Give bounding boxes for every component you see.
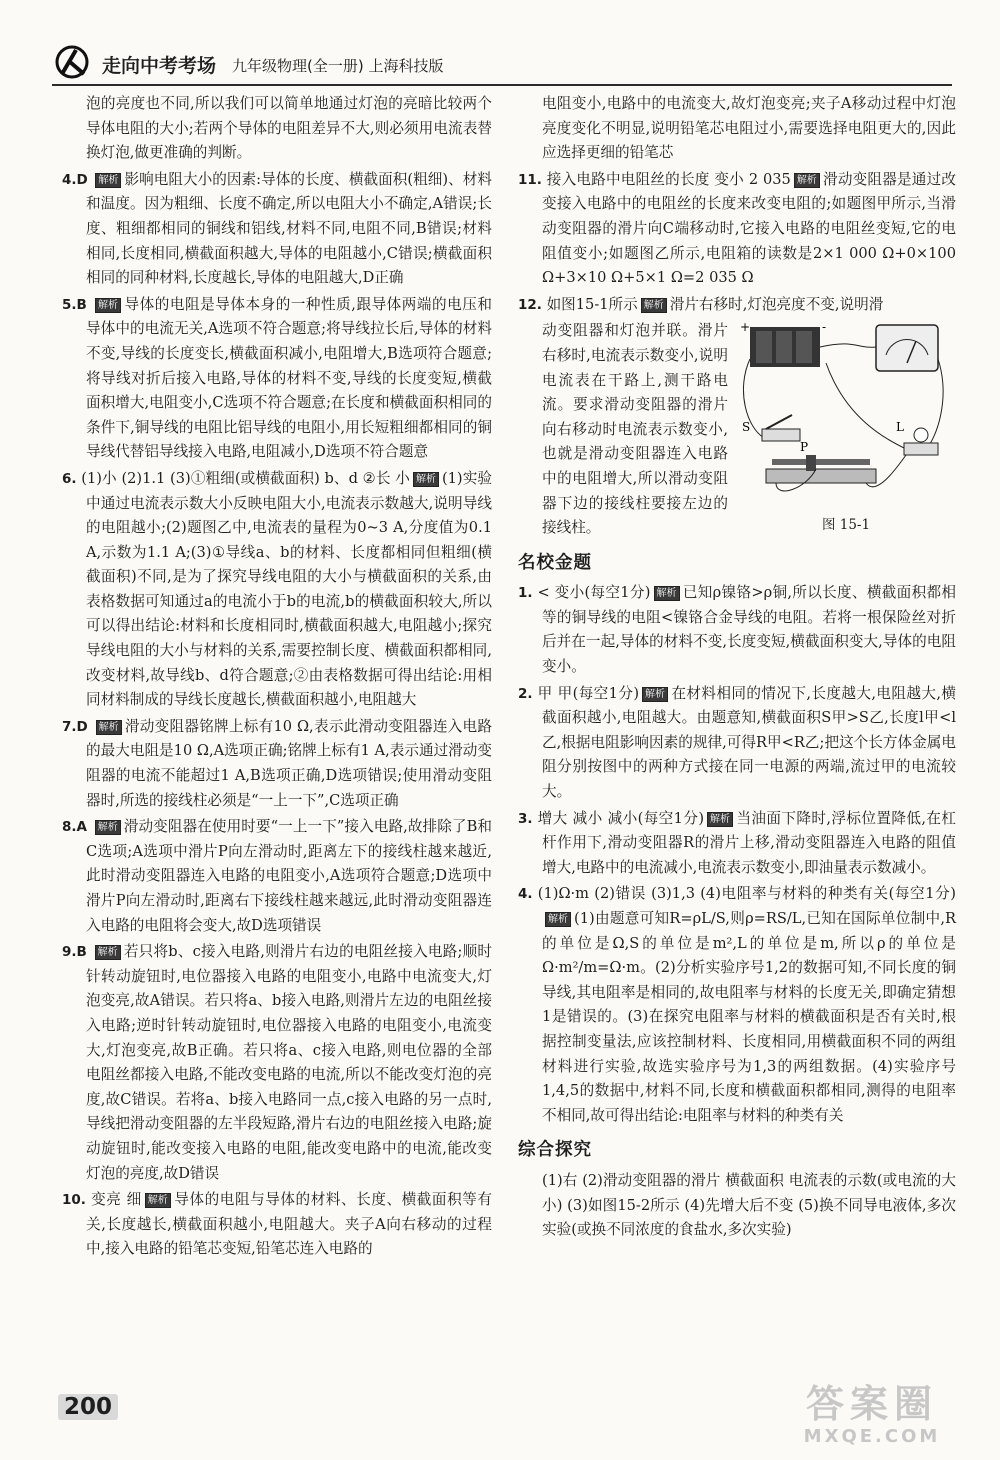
item-number: 4. — [518, 886, 533, 903]
item-answer: 如图15-1所示 — [546, 295, 638, 313]
item-number: 1. — [518, 585, 533, 602]
answer-item — [62, 715, 492, 813]
item-explanation: 滑片右移时,灯泡亮度不变,说明滑 — [669, 295, 884, 313]
battery-minus-label: - — [822, 320, 827, 335]
answer-item — [518, 293, 956, 318]
answer-item — [62, 467, 492, 713]
continued-text — [62, 92, 492, 166]
item-answer: 接入电路中电阻丝的长度 变小 2 035 — [546, 170, 791, 188]
analysis-tag: 解析 — [654, 586, 680, 601]
item-answer: (1)小 (2)1.1 (3)①粗细(或横截面积) b、d ②长 小 — [81, 469, 410, 487]
figure-15-1 — [736, 319, 956, 540]
item-number: 10. — [62, 1192, 86, 1209]
item-number: 8.A — [62, 819, 87, 836]
analysis-tag: 解析 — [641, 298, 667, 313]
analysis-tag: 解析 — [95, 173, 121, 188]
answer-item — [62, 293, 492, 465]
item-number: 3. — [518, 810, 533, 827]
analysis-tag: 解析 — [95, 298, 121, 313]
lamp-label: L — [896, 420, 904, 435]
stylized-k-logo-icon — [52, 44, 92, 80]
answer-item — [62, 1188, 492, 1262]
watermark-line-2: MXQE.COM — [803, 1426, 941, 1447]
item-explanation: 滑动变阻器铭牌上标有10 Ω,表示此滑动变阻器连入电路的最大电阻是10 Ω,A选项正确;铭牌上标有1 A,表示通过滑动变阻器的电流不能超过1 A,B选项正确,D选项错误;使用滑动变阻器时,所选的接线柱必须是“一上一下”,C选项正确 — [86, 717, 492, 809]
answer-item — [518, 168, 956, 291]
item-answer: 增大 减小 减小(每空1分) — [537, 809, 705, 827]
item-explanation: 在材料相同的情况下,长度越大,电阻越大,横截面积越小,电阻越大。由题意知,横截面积S甲>S乙,长度l甲<l乙,根据电阻影响因素的规律,可得R甲<R乙;把这个长方体金属电阻分别按图中的两种方式接在同一电源的两端,流过甲的电流较大。 — [542, 684, 957, 801]
answer-item — [518, 882, 956, 1128]
figure-caption: 图 15-1 — [821, 517, 871, 534]
switch-label: S — [742, 420, 751, 435]
analysis-tag: 解析 — [95, 820, 121, 835]
section-title-2: 综合探究 — [518, 1140, 592, 1161]
answer-item — [62, 940, 492, 1186]
item-explanation: 当油面下降时,浮标位置降低,在杠杆作用下,滑动变阻器R的滑片上移,滑动变阻器连入电路的阻值增大,电路中的电流减小,电流表示数变小,即油量表示数减小。 — [542, 809, 957, 876]
item-answer: (1)Ω·m (2)错误 (3)1,3 (4)电阻率与材料的种类有关(每空1分) — [537, 885, 956, 903]
item-number: 7.D — [62, 718, 88, 735]
item-number: 12. — [518, 296, 542, 313]
item-12-wrap-text: 动变阻器和灯泡并联。滑片右移时,电流表示数变小,说明电流表在干路上,测干路电流。要求滑动变阻器的滑片向右移动时电流表示数变小,也就是滑动变阻器连入电路中的电阻增大,所以滑动变阻器下边的接线柱要接左边的接线柱。 — [542, 322, 728, 537]
item-explanation: 影响电阻大小的因素:导体的长度、横截面积(粗细)、材料和温度。因为粗细、长度不确定,所以电阻大小不确定,A错误;长度、粗细都相同的铜线和铝线,材料不同,电阻不同,B错误;材料相同,长度相同,横截面积越大,导体的电阻越小,C错误;横截面积相同的同种材料,长度越长,导体的电阻越大,D正确 — [86, 170, 493, 287]
item-answer: < 变小(每空1分) — [537, 584, 651, 602]
analysis-tag: 解析 — [413, 472, 439, 487]
watermark-line-1: 答案圈 — [805, 1382, 938, 1426]
header-subtitle: 九年级物理(全一册) 上海科技版 — [232, 57, 444, 75]
item-number: 11. — [518, 171, 542, 188]
analysis-tag: 解析 — [545, 912, 571, 927]
answer-item — [62, 815, 492, 938]
item-explanation: 若只将b、c接入电路,则滑片右边的电阻丝接入电路;顺时针转动旋钮时,电位器接入电路的电阻变小,电路中电流变大,灯泡变亮,故A错误。若只将a、b接入电路,则滑片左边的电阻丝接入电路;逆时针转动旋钮时,电位器接入电路的电阻变小,电流变大,灯泡变亮,故B正确。若只将a、c接入电路,则电位器的全部电阻丝都接入电路,不能改变电路的电流,所以不能改变灯泡的亮度,故C错误。若将a、b接入电路同一点,c接入电路的另一点时,导线把滑动变阻器的左半段短路,滑片右边的电阻丝接入电路;旋动旋钮时,能改变接入电路的电阻,能改变电路中的电流,能改变灯泡的亮度,故D错误 — [86, 943, 493, 1182]
analysis-tag: 解析 — [95, 945, 121, 960]
page-number: 200 — [58, 1394, 118, 1420]
item-explanation: (1)实验中通过电流表示数大小反映电阻大小,电流表示数越大,说明导线的电阻越小;(2)题图乙中,电流表的量程为0~3 A,分度值为0.1 A,示数为1.1 A;(3)①导线a、b的材料、长度都相同但粗细(横截面积)不同,是为了探究导线电阻的大小与横截面积的关系,由表格数据可知通过a的电流小于b的电流,b的横截面积较大,所以可以得出结论:材料和长度相同时,横截面积越大,电阻越小;探究导线电阻的大小与材料的关系,需要控制长度、横截面积都相同,改变材料,故导线b、d符合题意;②由表格数据可得出结论:用相同材料制成的导线长度越长,横截面积越小,电阻越大 — [86, 469, 492, 709]
battery-plus-label: + — [740, 320, 751, 335]
item-12-with-figure — [518, 319, 956, 540]
rheostat — [766, 469, 876, 483]
circuit-diagram — [736, 319, 956, 509]
section-title-1: 名校金题 — [518, 552, 592, 573]
item-explanation: 滑动变阻器在使用时要“一上一下”接入电路,故排除了B和C选项;A选项中滑片P向左滑动时,距离左下的接线柱越来越近,此时滑动变阻器连入电路的电阻变小,A选项符合题意;D选项中滑片P向左滑动时,距离右下接线柱越来越远,此时滑动变阻器连入电路的电阻将会变大,故D选项错误 — [86, 818, 492, 934]
item-answer: 变亮 细 — [91, 1191, 142, 1209]
analysis-tag: 解析 — [96, 720, 122, 735]
item-number: 5.B — [62, 296, 87, 313]
continued-text — [518, 92, 956, 166]
analysis-tag: 解析 — [145, 1193, 171, 1208]
answer-item — [62, 168, 492, 291]
item-explanation: 已知ρ镍铬>ρ铜,所以长度、横截面积都相等的铜导线的电阻<镍铬合金导线的电阻。若将一根保险丝对折后并在一起,导体的材料不变,长度变短,横截面积变大,导体的电阻变小。 — [542, 584, 957, 676]
item-number: 2. — [518, 685, 533, 702]
watermark-logo — [772, 1382, 972, 1456]
header-brand: 走向中考考场 — [102, 55, 217, 77]
section-1-items — [518, 581, 956, 1128]
item-explanation: 导体的电阻是导体本身的一种性质,跟导体两端的电压和导体中的电流无关,A选项不符合题意;将导线拉长后,导体的材料不变,导线的长度变长,横截面积减小,电阻增大,B选项符合题意;将导线对折后接入电路,导体的材料不变,导线的长度变短,横截面积增大,电阻变小,C选项不符合题意;在长度和横截面积相同的条件下,铜导线的电阻比铝导线的电阻小,用长短粗细都相同的铜导线代替铝导线接入电路,电阻减小,D选项不符合题意 — [86, 295, 492, 461]
item-explanation: (1)由题意可知R=ρL/S,则ρ=RS/L,已知在国际单位制中,R的单位是Ω,S的单位是m²,L的单位是m,所以ρ的单位是Ω·m²/m=Ω·m。(2)分析实验序号1,2的数据可知,不同长度的铜导线,其电阻率是相同的,故电阻率与材料的长度无关,即确定猜想1是错误的。(3)在探究电阻率与材料的横截面积是否有关时,根据控制变量法,应该控制材料、长度相同,用横截面积不同的两组材料进行实验,故选实验序号为1,3的两组数据。(4)实验序号1,4,5的数据中,材料不同,长度和横截面积都相同,测得的电阻率不相同,故可得出结论:电阻率与材料的种类有关 — [542, 910, 956, 1124]
lamp — [904, 443, 938, 455]
analysis-tag: 解析 — [642, 687, 668, 702]
item-explanation: 导体的电阻与导体的材料、长度、横截面积等有关,长度越长,横截面积越小,电阻越大。夹子A向右移动的过程中,接入电路的铅笔芯变短,铅笔芯连入电路的 — [86, 1191, 492, 1258]
answer-item — [518, 682, 956, 805]
section-2-text: (1)右 (2)滑动变阻器的滑片 横截面积 电流表的示数(或电流的大小) (3)如图15-2所示 (4)先增大后不变 (5)换不同导电液体,多次实验(或换不同浓度的食盐水,多次实验) — [542, 1171, 956, 1239]
switch — [762, 429, 800, 441]
item-answer: 甲 甲(每空1分) — [537, 684, 640, 702]
item-explanation: 泡的亮度也不同,所以我们可以简单地通过灯泡的亮暗比较两个导体电阻的大小;若两个导体的电阻差异不大,则必须用电流表替换灯泡,做更准确的判断。 — [86, 95, 492, 162]
analysis-tag: 解析 — [794, 173, 820, 188]
right-column — [518, 92, 956, 1245]
analysis-tag: 解析 — [707, 812, 733, 827]
item-number: 4.D — [62, 171, 88, 188]
answer-item — [518, 581, 956, 679]
page-header — [52, 40, 952, 86]
right-column-top-items — [518, 92, 956, 317]
answer-item — [518, 807, 956, 881]
item-number: 6. — [62, 470, 77, 487]
item-explanation: 滑动变阻器是通过改变接入电路中的电阻丝的长度来改变电阻的;如题图甲所示,当滑动变阻器的滑片向C端移动时,它接入电路的电阻丝变短,它的电阻值变小;如题图乙所示,电阻箱的读数是2×1 000 Ω+0×100 Ω+3×10 Ω+5×1 Ω=2 035 Ω — [542, 170, 956, 287]
item-number: 9.B — [62, 944, 87, 961]
item-explanation: 电阻变小,电路中的电流变大,故灯泡变亮;夹子A移动过程中灯泡亮度变化不明显,说明铅笔芯电阻过小,需要选择电阻更大的,因此应选择更细的铅笔芯 — [542, 95, 956, 162]
left-column — [62, 92, 492, 1264]
ammeter — [876, 325, 938, 371]
slider-label: P — [800, 440, 809, 455]
